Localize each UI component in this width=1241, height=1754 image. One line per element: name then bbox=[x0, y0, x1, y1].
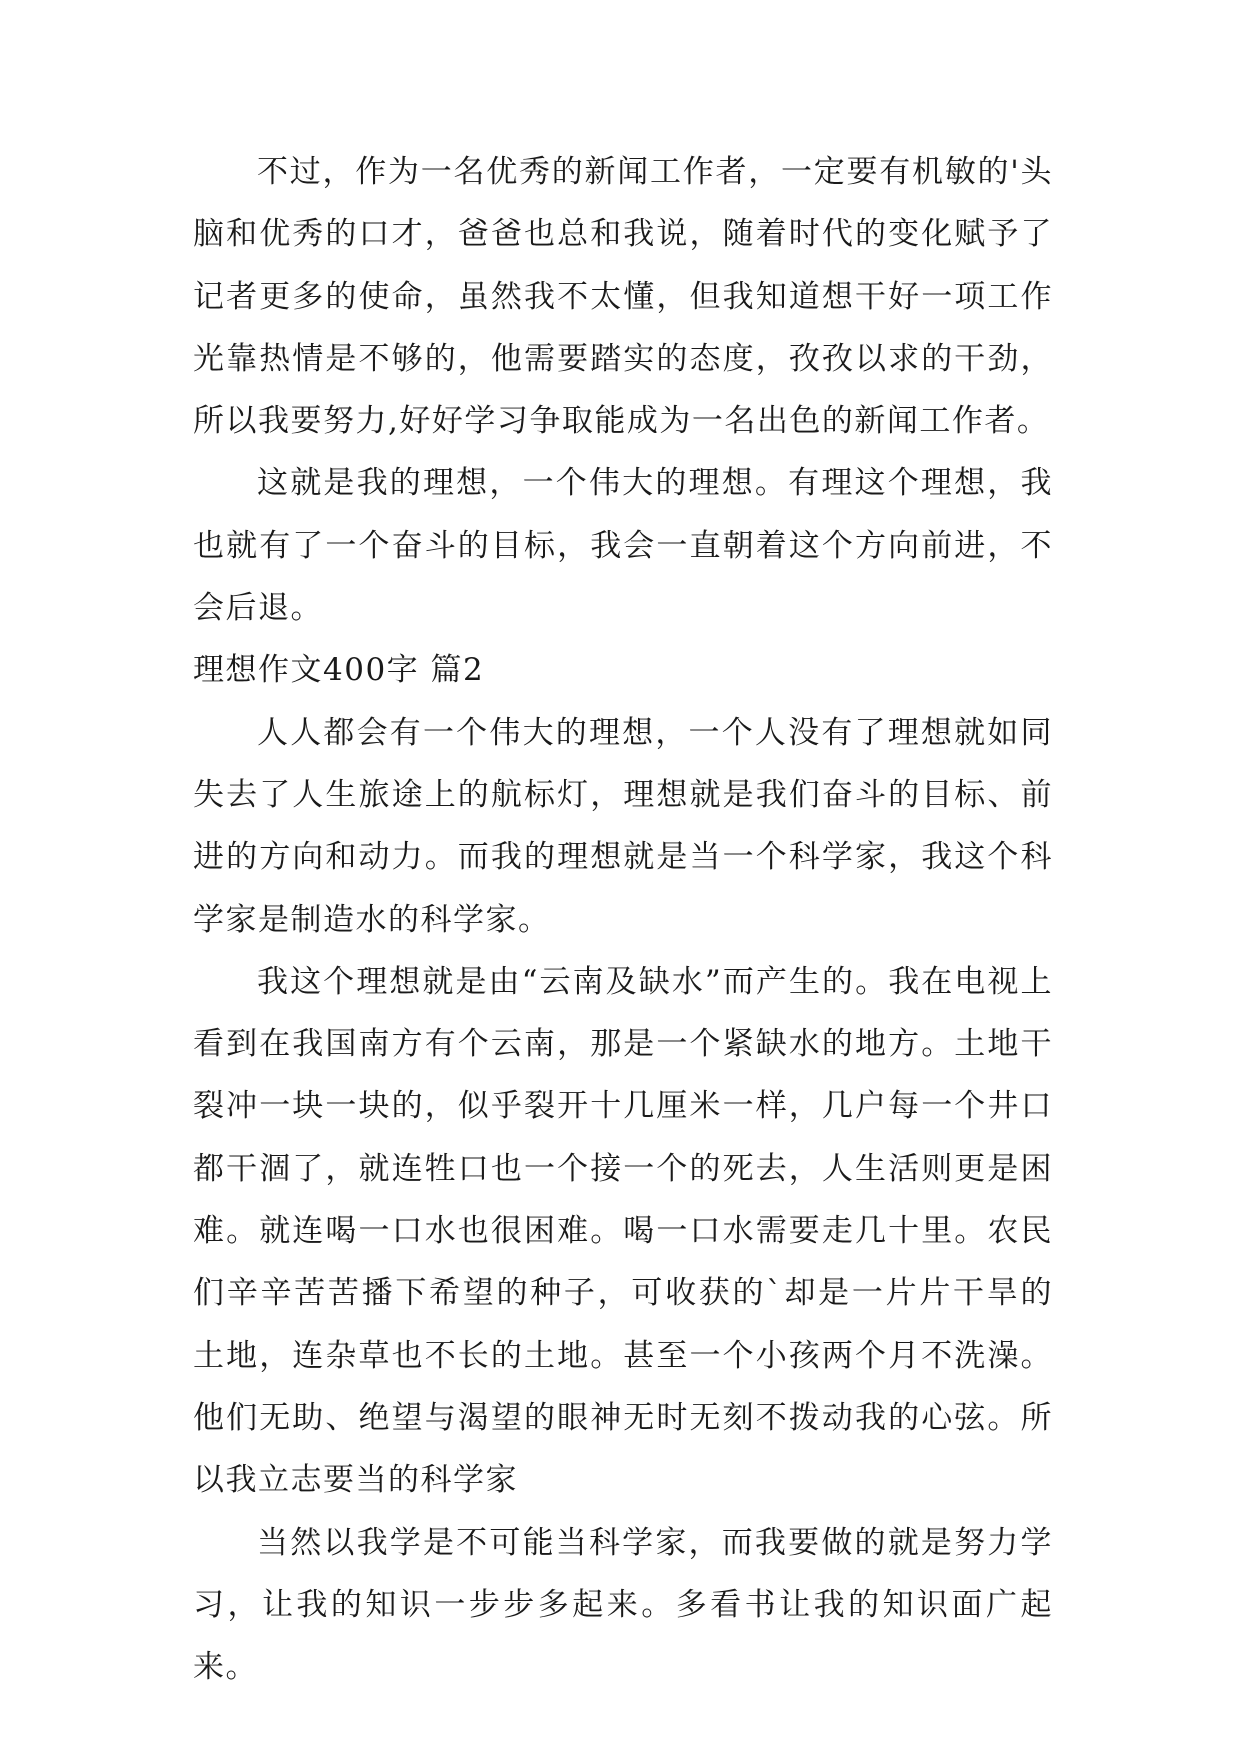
paragraph: 不过，作为一名优秀的新闻工作者，一定要有机敏的'头脑和优秀的口才，爸爸也总和我说，随着时代的变化赋予了记者更多的使命，虽然我不太懂，但我知道想干好一项工作光靠热情是不够的，他需要踏实的态度，孜孜以求的干劲，所以我要努力,好好学习争取能成为一名出色的新闻工作者。 bbox=[193, 154, 1053, 440]
paragraph: 我这个理想就是由“云南及缺水”而产生的。我在电视上看到在我国南方有个云南，那是一个紧缺水的地方。土地干裂冲一块一块的，似乎裂开十几厘米一样，几户每一个井口都干涸了，就连牲口也一个接一个的死去，人生活则更是困难。就连喝一口水也很困难。喝一口水需要走几十里。农民们辛辛苦苦播下希望的种子，可收获的`却是一片片干旱的土地，连杂草也不长的土地。甚至一个小孩两个月不洗澡。他们无助、绝望与渴望的眼神无时无刻不拨动我的心弦。所以我立志要当的科学家 bbox=[193, 963, 1053, 1499]
section-heading: 理想作文400字 篇2 bbox=[193, 652, 485, 689]
document-body bbox=[193, 141, 1053, 1698]
paragraph: 这就是我的理想，一个伟大的理想。有理这个理想，我也就有了一个奋斗的目标，我会一直朝着这个方向前进，不会后退。 bbox=[193, 465, 1053, 627]
paragraph: 当然以我学是不可能当科学家，而我要做的就是努力学习，让我的知识一步步多起来。多看书让我的知识面广起来。 bbox=[193, 1524, 1053, 1686]
paragraph: 人人都会有一个伟大的理想，一个人没有了理想就如同失去了人生旅途上的航标灯，理想就是我们奋斗的目标、前进的方向和动力。而我的理想就是当一个科学家，我这个科学家是制造水的科学家。 bbox=[193, 714, 1053, 938]
